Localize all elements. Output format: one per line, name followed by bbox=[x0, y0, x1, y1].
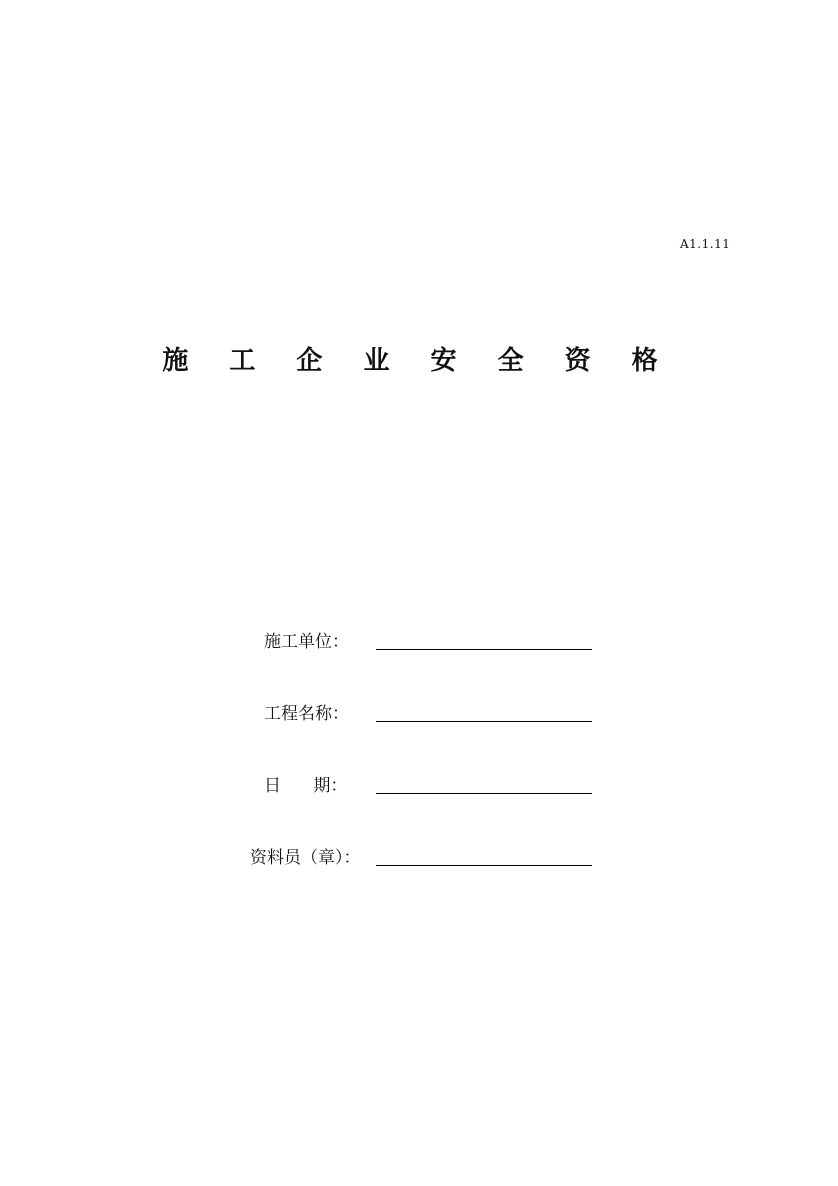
field-label-records-clerk: 资料员（章）： bbox=[250, 848, 361, 868]
document-code: A1.1.11 bbox=[680, 237, 731, 251]
project-name-input-line[interactable] bbox=[376, 721, 592, 722]
date-input-line[interactable] bbox=[376, 793, 592, 794]
field-construction-unit bbox=[0, 627, 838, 657]
construction-unit-input-line[interactable] bbox=[376, 649, 592, 650]
field-records-clerk bbox=[0, 843, 838, 873]
field-label-construction-unit: 施工单位： bbox=[264, 632, 349, 652]
field-project-name bbox=[0, 699, 838, 729]
field-date bbox=[0, 771, 838, 801]
records-clerk-input-line[interactable] bbox=[376, 865, 592, 866]
page-title bbox=[0, 340, 838, 377]
title-text: 施 工 企 业 安 全 资 格 bbox=[162, 346, 674, 376]
field-label-date: 日 期： bbox=[264, 776, 348, 796]
field-label-project-name: 工程名称： bbox=[264, 704, 349, 724]
